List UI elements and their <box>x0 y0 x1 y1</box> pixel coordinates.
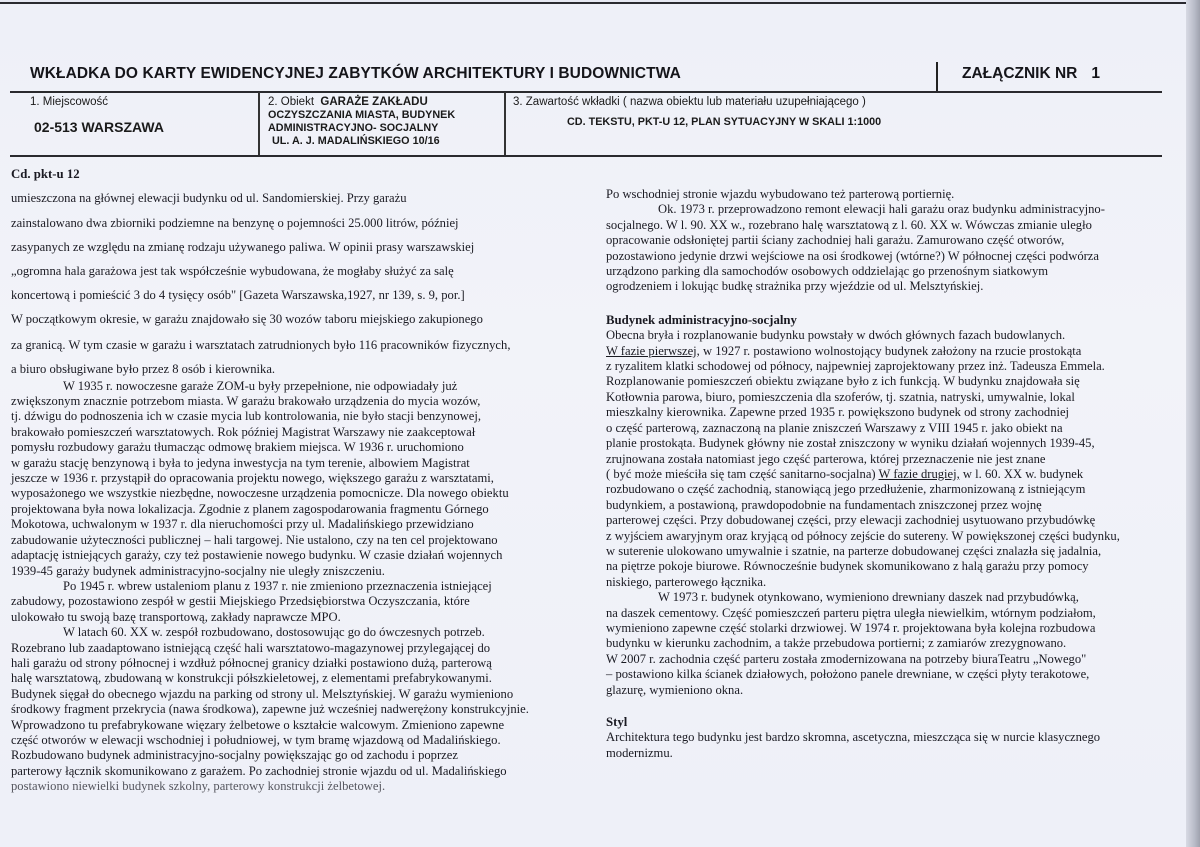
text-line: Rozplanowanie pomieszczeń obiektu związane było z ich funkcją. W budynku znajdowała się <box>606 374 1080 389</box>
text-line: budynku w kierunku zachodnim, a także przebudowa portierni; z zamiarów zrezygnowano. <box>606 636 1067 651</box>
field-divider <box>504 92 506 155</box>
text-line: z wyjściem awaryjnym oraz kryjącą od północy zejście do sutereny. W powiększonej części budynku, <box>606 528 1120 543</box>
spacer <box>606 295 1176 313</box>
text-line: budynkiem, a postawioną, prawdopodobnie na fundamentach zniszczonej przez wojnę <box>606 497 1042 512</box>
text-line: Wprowadzono tu prefabrykowane więzary żelbetowe o kształcie walcowym. Zmieniono zapewne <box>11 717 505 732</box>
text-line: Architektura tego budynku jest bardzo skromna, ascetyczna, mieszcząca się w nurcie klasycznego <box>606 730 1101 745</box>
field-object-label: 2. Obiekt <box>268 96 315 108</box>
field-object-value-line-2: OCZYSZCZANIA MIASTA, BUDYNEK <box>268 109 456 121</box>
text-line: zwiększonym znacznie potrzebom miasta. W garażu brakowało urządzenia do mycia wozów, <box>11 394 481 409</box>
text-line: środkowy fragment przekrycia (nawa środkowa), zapewne już wcześniej nadwerężony konstrukcyjnie. <box>11 702 529 717</box>
text-line: część otworów w elewacji wschodniej i południowej, w tym bramę wjazdową od Madalińskiego. <box>11 732 501 747</box>
header-rule-top <box>10 91 1162 93</box>
header-divider <box>936 62 938 92</box>
text-line: parterowej części. Przy dobudowanej części, przy elewacji zachodniej usytuowano przybudówkę <box>606 513 1096 528</box>
section-heading-style: Styl <box>606 715 628 729</box>
text-line: zasypanych ze względu na zmianę rodzaju używanego paliwa. W opinii prasy warszawskiej <box>11 239 475 254</box>
spacer <box>606 698 1176 715</box>
text-line: Po 1945 r. wbrew ustaleniom planu z 1937 r. nie zmieniono przeznaczenia istniejącej <box>63 578 492 593</box>
document-title: WKŁADKA DO KARTY EWIDENCYJNEJ ZABYTKÓW ARCHITEKTURY I BUDOWNICTWA <box>30 65 681 82</box>
field-object-value-line-3: ADMINISTRACYJNO- SOCJALNY <box>268 122 439 134</box>
text-line: opracowanie odsłoniętej partii ściany zachodniej hali garażu. Zamurowano część otworów, <box>606 233 1065 248</box>
text-line: z ryzalitem klatki schodowej od północy, najpewniej zaprojektowany przez inż. Tadeusza Emmela. <box>606 359 1105 374</box>
text-line: a biuro obsługiwane było przez 8 osób i kierownika. <box>11 361 276 376</box>
field-locality-value: 02-513 WARSZAWA <box>34 119 164 135</box>
text-line: zabudowy, pozostawiono zespół w gestii Miejskiego Przedsiębiorstwa Oczyszczania, które <box>11 594 470 609</box>
text-line: postawiono niewielki budynek szkolny, parterowy konstrukcji żelbetowej. <box>11 779 386 794</box>
text-line: mieszkalny kierownika. Zapewne przed 1935 r. powiększono budynek od strony zachodniej <box>606 405 1070 420</box>
text-line: W 1935 r. nowoczesne garaże ZOM-u były przepełnione, nie odpowiadały już <box>63 378 458 393</box>
text-line: glazurę, wymieniono okna. <box>606 682 744 697</box>
text-line: ogrodzeniem i lokując budkę strażnika przy wjeździe od ul. Melsztyńskiej. <box>606 279 984 294</box>
text-line: socjalnego. W l. 90. XX w., rozebrano halę warsztatową z l. 60. XX w. Wówczas zmianie uległo <box>606 217 1092 232</box>
text-line: 1939-45 garaży budynek administracyjno-socjalny nie uległy zniszczeniu. <box>11 563 385 578</box>
text-line: na daszek cementowy. Część pomieszczeń parteru piętra uległa niewielkim, wtórnym podziałom, <box>606 605 1096 620</box>
text-span: w 1927 r. postawiono wolnostojący budynek założony na rzucie prostokąta <box>699 343 1082 358</box>
text-line: Rozbudowano budynek administracyjno-socjalny powiększając go od zachodu i poprzez <box>11 748 458 763</box>
text-line: W 1973 r. budynek otynkowano, wymieniono drewniany daszek nad przybudówką, <box>658 590 1079 605</box>
field-object-value-line-1: GARAŻE ZAKŁADU <box>320 96 428 108</box>
text-line: rozbudowano o część zachodnią, stanowiącą jego przedłużenie, zharmonizowaną z istniejącym <box>606 482 1086 497</box>
annex-number: 1 <box>1091 65 1100 82</box>
text-line: w garażu stację benzynową i była to jedyna inwestycja na tym terenie, albowiem Magistrat <box>11 455 470 470</box>
text-span: w l. 60. XX w. budynek <box>959 466 1084 481</box>
text-line: adaptację istniejących garaży, czy też postawienie nowego budynku. W czasie działań wojennych <box>11 548 503 563</box>
text-line: „ogromna hala garażowa jest tak współcześnie wybudowana, że mogłaby służyć za salę <box>11 264 454 279</box>
text-line: wymieniono zapewne część stolarki drzwiowej. W 1974 r. projektowana była kolejna rozbudowa <box>606 620 1096 635</box>
text-line: tj. dźwigu do podnoszenia ich w czasie mycia lub kontrolowania, nie było stacji benzynowej, <box>11 409 482 424</box>
text-line: projektowana była nowa lokalizacja. Zgodnie z planem zagospodarowania fragmentu Górnego <box>11 501 489 516</box>
text-line: o część parterową, zaznaczoną na planie zniszczeń Warszawy z VIII 1945 r. jako obiekt na <box>606 420 1063 435</box>
continuation-heading: Cd. pkt-u 12 <box>11 167 80 181</box>
text-line: pomysłu rozbudowy garażu tłumacząc odmowę brakiem miejsca. W 1936 r. uruchomiono <box>11 440 464 455</box>
text-line: zrujnowana została natomiast jego część parterowa, której przeznaczenie nie jest znane <box>606 451 1046 466</box>
text-line: urządzono parking dla samochodów osobowych oddzielając go przenośnym siatkowym <box>606 264 1049 279</box>
field-contents <box>513 96 881 129</box>
section-heading-admin-building: Budynek administracyjno-socjalny <box>606 312 797 327</box>
text-line: pozostawiono jedynie drzwi wejściowe na osi środkowej (wtórne?) W północnej części podwórza <box>606 248 1099 263</box>
text-line: Budynek sięgał do obecnego wjazdu na parking od strony ul. Melsztyńskiej. W garażu wymieniono <box>11 686 514 701</box>
text-line: umieszczona na głównej elewacji budynku od ul. Sandomierskiej. Przy garażu <box>11 191 407 206</box>
text-line: Ok. 1973 r. przeprowadzono remont elewacji hali garażu oraz budynku administracyjno- <box>658 202 1105 217</box>
field-object <box>268 96 455 148</box>
field-contents-value: CD. TEKSTU, PKT-U 12, PLAN SYTUACYJNY W SKALI 1:1000 <box>567 116 882 128</box>
text-line: na piętrze pokoje biurowe. Równocześnie budynek skomunikowano z halą garażu przy pomocy <box>606 559 1089 574</box>
text-line: brakowało pomieszczeń warsztatowych. Rok później Magistrat Warszawy nie zaakceptował <box>11 424 476 439</box>
text-line: wyposażonego we wszystkie niezbędne, nowoczesne urządzenia pomocnicze. Dla nowego obiektu <box>11 486 509 501</box>
field-contents-label: 3. Zawartość wkładki ( nazwa obiektu lub materiału uzupełniającego ) <box>513 96 866 108</box>
text-line: Kotłownia parowa, biuro, pomieszczenia dla szoferów, tj. szatnia, natryski, umywalnie, lokal <box>606 389 1075 404</box>
text-line: Rozebrano lub zaadaptowano istniejącą część hali warsztatowo-magazynowej przylegającej do <box>11 640 491 655</box>
text-line: Obecna bryła i rozplanowanie budynku powstały w dwóch głównych fazach budowlanych. <box>606 328 1066 343</box>
field-object-value-line-4: UL. A. J. MADALIŃSKIEGO 10/16 <box>272 135 440 147</box>
field-divider <box>258 92 260 155</box>
text-line: Po wschodniej stronie wjazdu wybudowano też parterową portiernię. <box>606 187 955 201</box>
text-line: modernizmu. <box>606 745 673 760</box>
phase-two-label: W fazie drugiej, <box>878 466 960 481</box>
text-line: w suterenie ulokowano umywalnie i szatnie, na parterze dobudowanej części znalazła się jadalnia, <box>606 543 1102 558</box>
text-line: W latach 60. XX w. zespół rozbudowano, dostosowując go do ówczesnych potrzeb. <box>63 625 485 640</box>
text-line: – postawiono kilka ścianek działowych, położono panele drewniane, w części płyty terakotowe, <box>606 667 1090 682</box>
field-locality-label: 1. Miejscowość <box>30 96 108 108</box>
text-line: ulokowało tu swoją bazę transportową, zakłady naprawcze MPO. <box>11 609 341 624</box>
annex-label <box>962 65 1100 83</box>
text-line: parterowy łącznik skomunikowano z garażem. Po zachodniej stronie wjazdu od ul. Madalińskiego <box>11 763 507 778</box>
text-line: W początkowym okresie, w garażu znajdowało się 30 wozów taboru miejskiego zakupionego <box>11 312 483 327</box>
field-locality <box>30 96 164 135</box>
left-column <box>11 167 601 795</box>
header-rule-bottom <box>10 155 1162 157</box>
text-line: niskiego, parterowego łącznika. <box>606 574 767 589</box>
text-line: za granicą. W tym czasie w garażu i warsztatach zatrudnionych było 116 pracowników fizycznych, <box>11 337 511 352</box>
text-line: Mokotowa, uchwalonym w 1937 r. dla nieruchomości przy ul. Madalińskiego przewidziano <box>11 517 474 532</box>
annex-label-text: ZAŁĄCZNIK NR <box>962 65 1078 82</box>
left-wide-paragraph <box>11 186 601 378</box>
left-paragraphs <box>11 379 601 795</box>
scanner-edge <box>1186 0 1200 847</box>
text-line <box>606 344 1176 359</box>
text-line: zabudowanie użyteczności publicznej – hali targowej. Nie ustalono, czy na ten cel projektowano <box>11 532 498 547</box>
document-page <box>0 2 1186 847</box>
phase-one-label: W fazie pierwszej, <box>606 343 700 358</box>
text-line: hali garażu od strony północnej i wzdłuż północnej granicy działki postawiono dużą, parterową <box>11 655 492 670</box>
text-line: W 2007 r. zachodnia część parteru została zmodernizowana na potrzeby biuraTeatru „Nowego" <box>606 651 1087 666</box>
text-line: jeszcze w 1936 r. przystąpił do opracowania projektu nowego, większego garażu z warsztatami, <box>11 471 494 486</box>
text-line: koncertową i pomieścić 3 do 4 tysięcy osób" [Gazeta Warszawska,1927, nr 139, s. 9, por.] <box>11 288 465 303</box>
text-line: zainstalowano dwa zbiorniki podziemne na benzynę o pojemności 25.000 litrów, później <box>11 215 459 230</box>
text-line: halę warsztatową, zbudowaną w konstrukcji półszkieletowej, z elementami prefabrykowanymi. <box>11 671 492 686</box>
text-line <box>606 467 1176 482</box>
text-span: ( być może mieściła się tam część sanitarno-socjalna) <box>606 466 879 481</box>
text-line: planie prostokąta. Budynek główny nie został zniszczony w wyniku działań wojennych 1939-45, <box>606 436 1095 451</box>
right-column <box>606 187 1176 761</box>
